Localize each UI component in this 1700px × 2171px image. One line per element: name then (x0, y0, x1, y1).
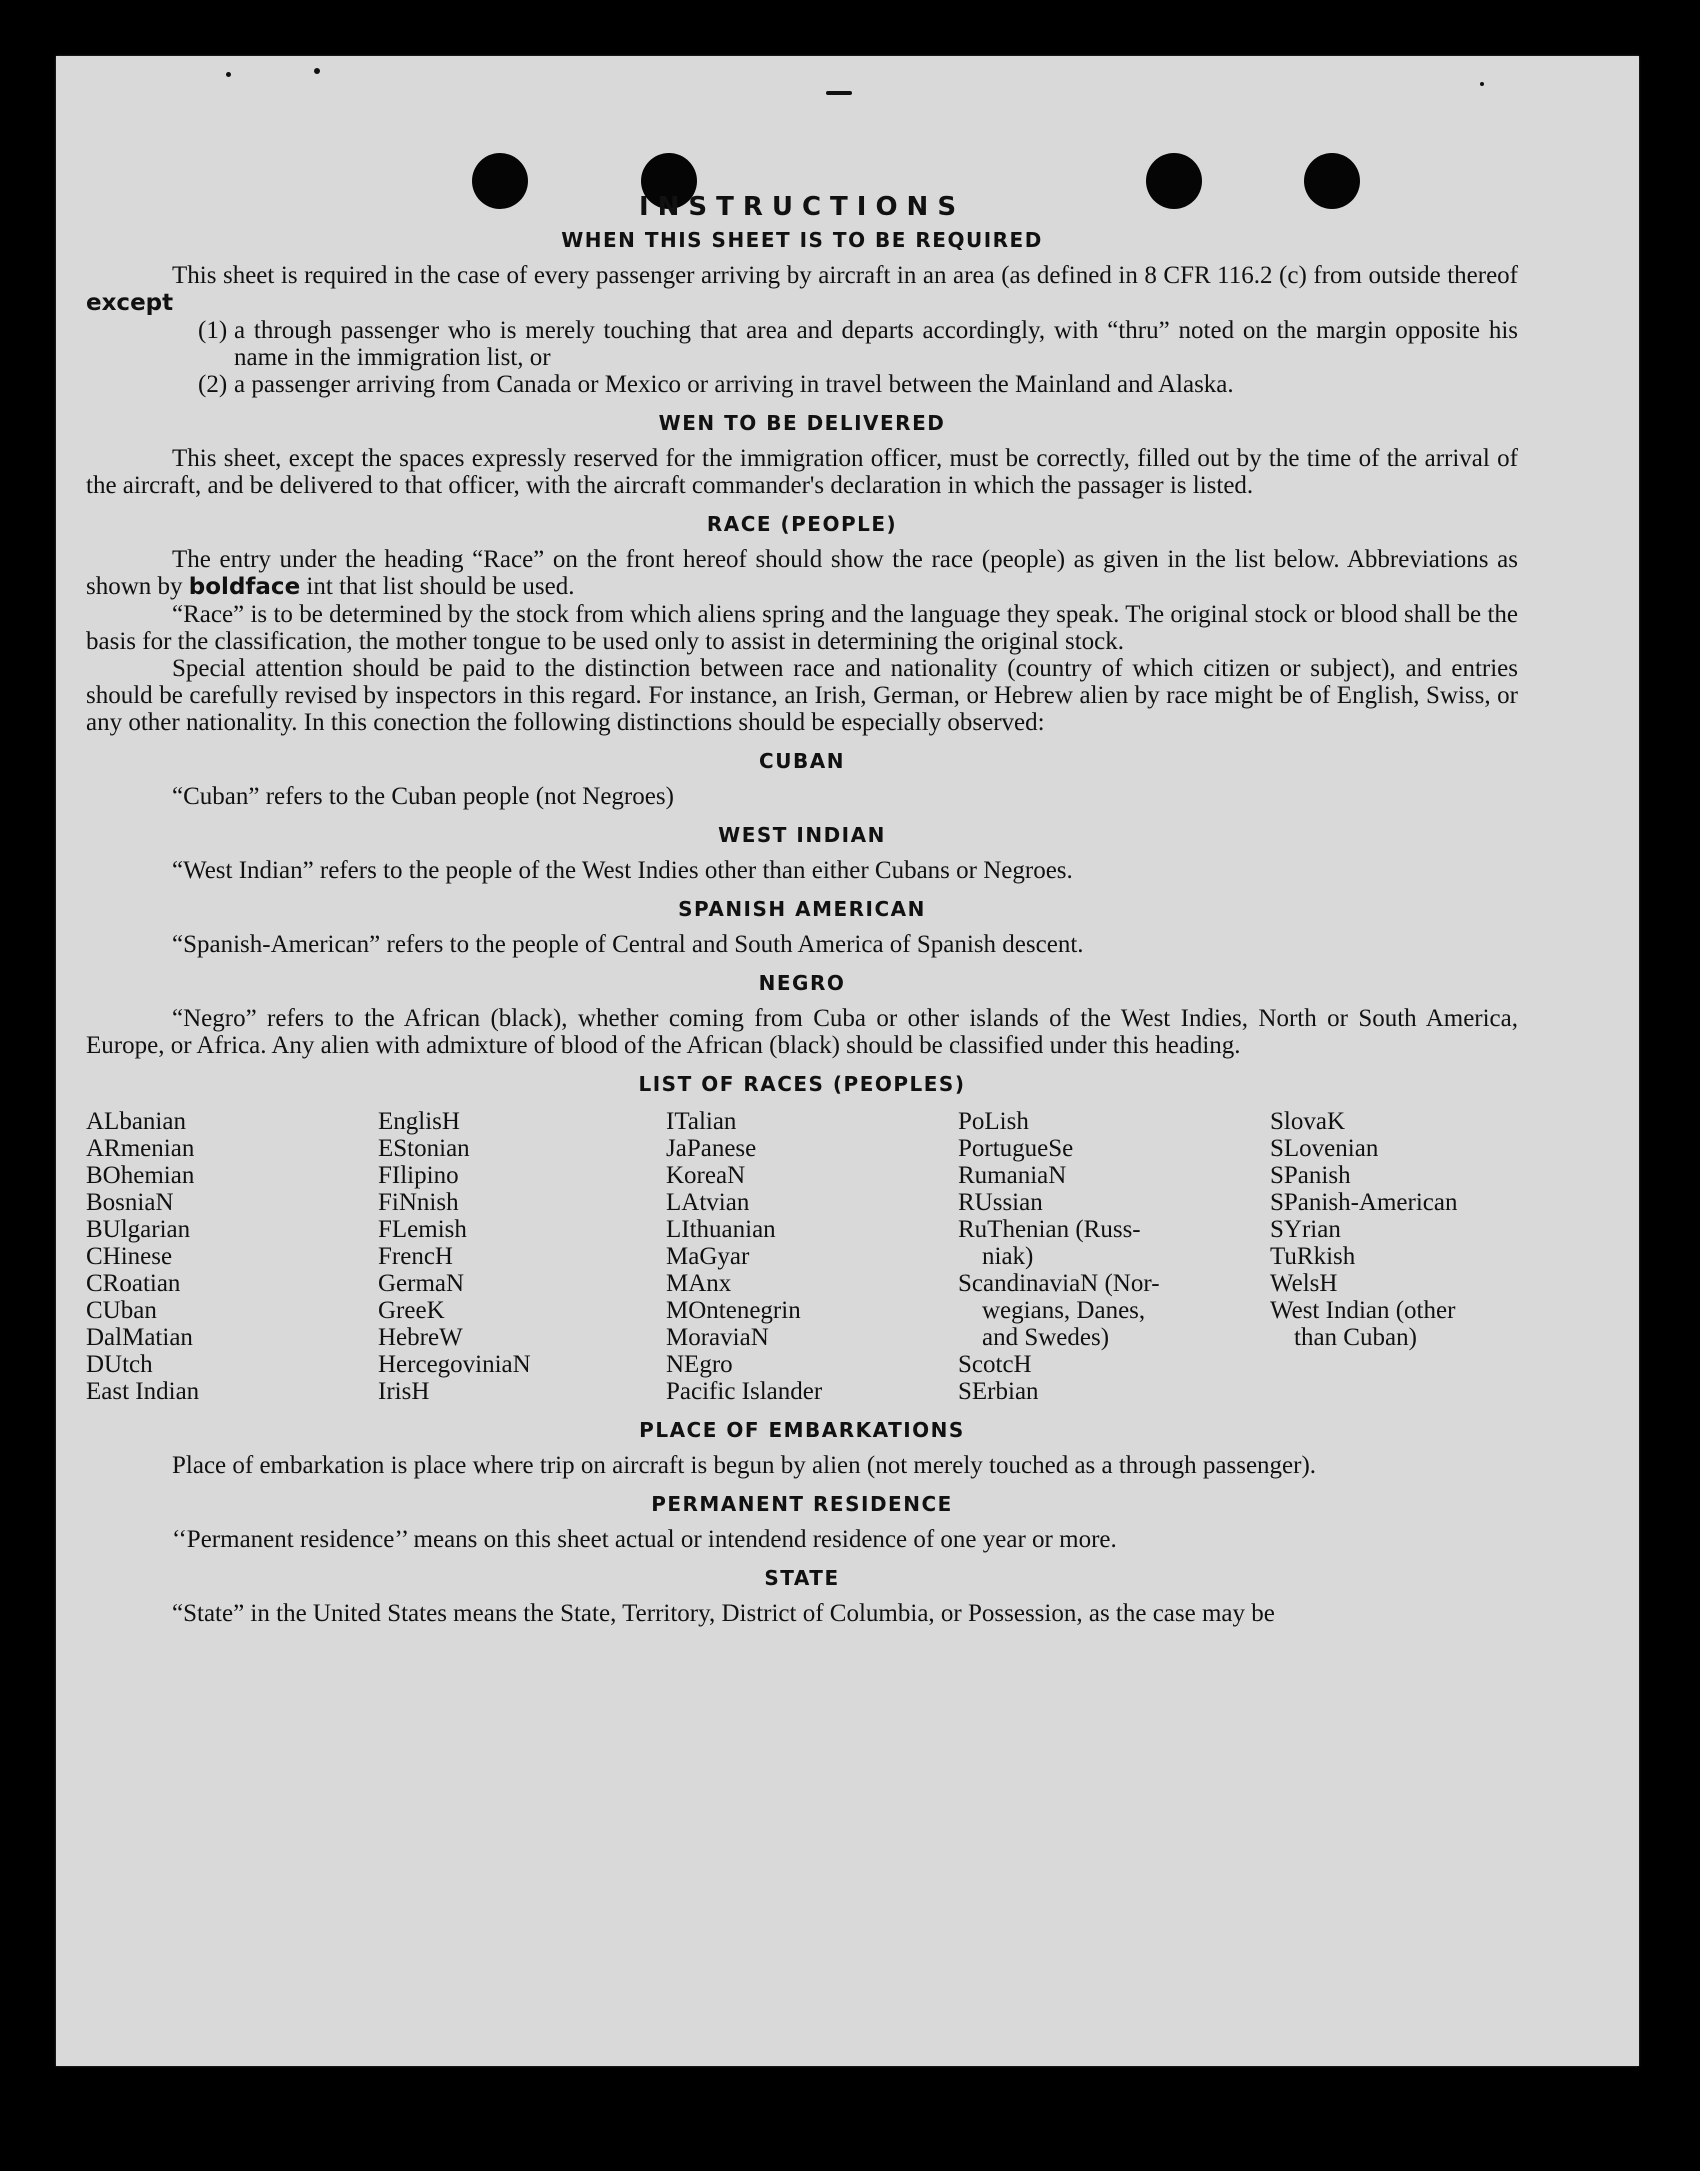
race-item: FLemish (378, 1216, 467, 1243)
section-heading-west-indian: WEST INDIAN (718, 823, 886, 847)
section-heading-cuban: CUBAN (759, 749, 845, 773)
section-heading-required: WHEN THIS SHEET IS TO BE REQUIRED (561, 228, 1043, 252)
race-item: SYrian (1270, 1216, 1341, 1243)
spanish-american-text: “Spanish-American” refers to the people of Central and South America of Spanish descent. (172, 931, 1084, 958)
race-item: MoraviaN (666, 1324, 769, 1351)
race-item: than Cuban) (1294, 1324, 1417, 1351)
race-item: MOntenegrin (666, 1297, 801, 1324)
race-item: niak) (982, 1243, 1034, 1270)
section-heading-delivered: WEN TO BE DELIVERED (658, 411, 946, 435)
dust-speck (314, 68, 320, 74)
race-item: BOhemian (86, 1162, 195, 1189)
race-item: CHinese (86, 1243, 173, 1270)
race-item: HebreW (378, 1324, 463, 1351)
race-item: and Swedes) (982, 1324, 1110, 1351)
race-item: HercegoviniaN (378, 1351, 531, 1378)
race-item: IrisH (378, 1378, 430, 1405)
race-item: RuThenian (Russ- (958, 1216, 1141, 1243)
race-item: GermaN (378, 1270, 465, 1297)
race-item: FrencH (378, 1243, 453, 1270)
race-item: MaGyar (666, 1243, 750, 1270)
state-text: “State” in the United States means the State, Territory, District of Columbia, or Possession, as the case may be (172, 1600, 1275, 1627)
race-item: East Indian (86, 1378, 200, 1405)
race-item: SLovenian (1270, 1135, 1379, 1162)
boldface-word: boldface (188, 574, 301, 600)
section-heading-spanish-american: SPANISH AMERICAN (678, 897, 926, 921)
race-item: SPanish (1270, 1162, 1351, 1189)
section-heading-race: RACE (PEOPLE) (706, 512, 898, 536)
exception-item-1: (1) a through passenger who is merely touching that area and departs accordingly, with “thru” noted on the margin opposite his name in the immigration list, or (198, 317, 1518, 371)
races-list (86, 1108, 1518, 1405)
race-item: LAtvian (666, 1189, 750, 1216)
document-content (86, 194, 1518, 1627)
race-item: ScandinaviaN (Nor- (958, 1270, 1160, 1297)
race-item: CRoatian (86, 1270, 181, 1297)
race-item: ALbanian (86, 1108, 186, 1135)
race-item: RumaniaN (958, 1162, 1067, 1189)
race-paragraph-2: “Race” is to be determined by the stock from which aliens spring and the language they speak. The original stock or blood shall be the basis for the classification, the mother tongue to be used only to assist in determining the original stock. (86, 601, 1518, 655)
races-column-1 (86, 1108, 378, 1405)
race-item: EnglisH (378, 1108, 460, 1135)
race-item: MAnx (666, 1270, 732, 1297)
section-heading-residence: PERMANENT RESIDENCE (651, 1492, 953, 1516)
race-item: NEgro (666, 1351, 733, 1378)
race-item: WelsH (1270, 1270, 1338, 1297)
page-title: INSTRUCTIONS (638, 192, 966, 222)
section-heading-state: STATE (764, 1566, 840, 1590)
race-item: PortugueSe (958, 1135, 1074, 1162)
race-item: TuRkish (1270, 1243, 1356, 1270)
dust-speck (826, 91, 852, 95)
section-heading-list-of-races: LIST OF RACES (PEOPLES) (638, 1072, 966, 1096)
race-item: SlovaK (1270, 1108, 1345, 1135)
section-heading-negro: NEGRO (758, 971, 846, 995)
race-item: KoreaN (666, 1162, 746, 1189)
dust-speck (1480, 82, 1484, 86)
races-column-2 (378, 1108, 666, 1405)
except-bold: except (86, 290, 174, 316)
dust-speck (226, 72, 231, 77)
section-heading-embarkation: PLACE OF EMBARKATIONS (639, 1418, 965, 1442)
race-item: SErbian (958, 1378, 1039, 1405)
race-item: RUssian (958, 1189, 1043, 1216)
west-indian-text: “West Indian” refers to the people of the West Indies other than either Cubans or Negroes. (172, 857, 1073, 884)
embarkation-text: Place of embarkation is place where trip on aircraft is begun by alien (not merely touched as a through passenger). (172, 1452, 1317, 1479)
race-item: FIlipino (378, 1162, 459, 1189)
race-item: West Indian (other (1270, 1297, 1456, 1324)
race-item: wegians, Danes, (982, 1297, 1146, 1324)
race-item: DUtch (86, 1351, 153, 1378)
race-item: BosniaN (86, 1189, 174, 1216)
race-item: Pacific Islander (666, 1378, 823, 1405)
race-item: LIthuanian (666, 1216, 776, 1243)
races-column-3 (666, 1108, 958, 1405)
races-column-4 (958, 1108, 1270, 1405)
race-item: BUlgarian (86, 1216, 191, 1243)
race-item: ITalian (666, 1108, 737, 1135)
negro-text: “Negro” refers to the African (black), whether coming from Cuba or other islands of the West Indies, North or South America, Europe, or Africa. Any alien with admixture of blood of the African (black) should be classified under this heading. (86, 1005, 1518, 1059)
race-item: DalMatian (86, 1324, 193, 1351)
race-item: ScotcH (958, 1351, 1032, 1378)
race-item: CUban (86, 1297, 157, 1324)
race-item: PoLish (958, 1108, 1029, 1135)
delivered-text: This sheet, except the spaces expressly reserved for the immigration officer, must be correctly, filled out by the time of the arrival of the aircraft, and be delivered to that officer, with the aircraft commander's declaration in which the passager is listed. (86, 445, 1518, 499)
race-paragraph-3: Special attention should be paid to the distinction between race and nationality (country of which citizen or subject), and entries should be carefully revised by inspectors in this regard. For instance, an Irish, German, or Hebrew alien by race might be of English, Swiss, or any other nationality. In this conection the following distinctions should be especially observed: (86, 655, 1518, 736)
race-item: JaPanese (666, 1135, 757, 1162)
race-item: GreeK (378, 1297, 445, 1324)
race-item: ARmenian (86, 1135, 195, 1162)
residence-text: ‘‘Permanent residence’’ means on this sheet actual or intendend residence of one year or more. (172, 1526, 1117, 1553)
required-intro: This sheet is required in the case of every passenger arriving by aircraft in an area (as defined in 8 CFR 116.2 (c) from outside thereof except (86, 262, 1518, 316)
race-paragraph-1: The entry under the heading “Race” on the front hereof should show the race (people) as given in the list below. Abbreviations as shown by boldface int that list should be used. (86, 546, 1518, 600)
exception-item-2: (2) a passenger arriving from Canada or Mexico or arriving in travel between the Mainland and Alaska. (198, 371, 1234, 398)
race-item: SPanish-American (1270, 1189, 1458, 1216)
cuban-text: “Cuban” refers to the Cuban people (not Negroes) (172, 783, 674, 810)
races-column-5 (1270, 1108, 1518, 1405)
race-item: EStonian (378, 1135, 470, 1162)
race-item: FiNnish (378, 1189, 459, 1216)
